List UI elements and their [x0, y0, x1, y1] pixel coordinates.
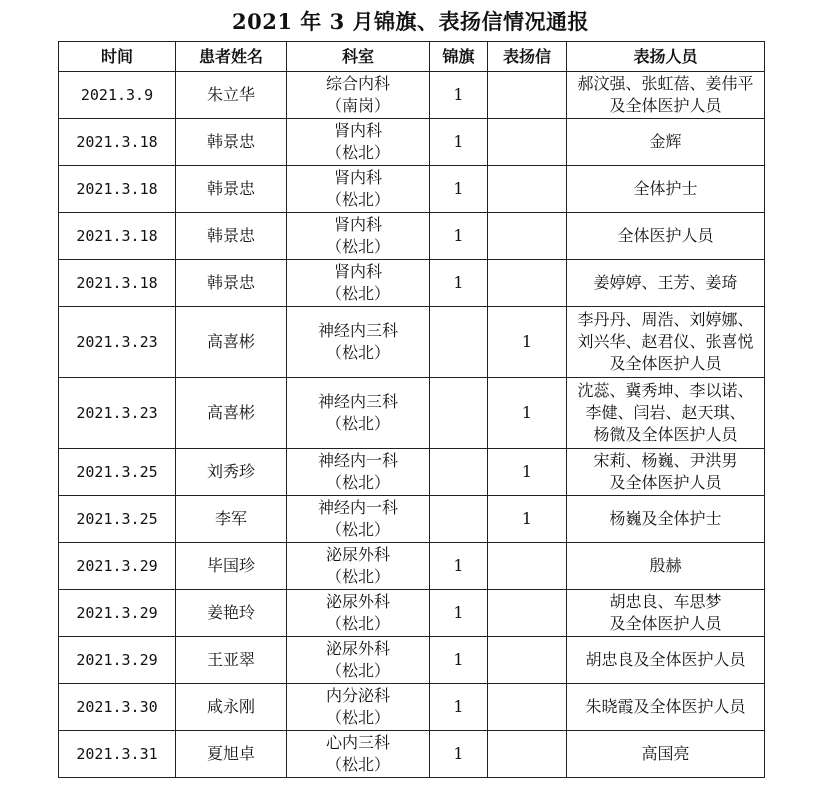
praised-line: 金辉 [649, 132, 682, 151]
dept-line: 内分泌科 [325, 686, 390, 705]
praised-line: 及全体医护人员 [609, 614, 722, 633]
patient-name-cell: 韩景忠 [176, 213, 287, 260]
dept-cell [287, 166, 430, 213]
date-cell: 2021.3.25 [59, 449, 176, 496]
banner-count-cell: 1 [430, 260, 488, 307]
patient-name-cell: 毕国珍 [176, 543, 287, 590]
praised-staff-cell [567, 213, 765, 260]
praised-line: 及全体医护人员 [609, 96, 722, 115]
dept-cell [287, 496, 430, 543]
date-cell: 2021.3.23 [59, 378, 176, 449]
dept-line: 肾内科 [333, 121, 382, 140]
dept-line: （松北） [325, 190, 390, 209]
table-row [59, 449, 765, 496]
dept-cell [287, 213, 430, 260]
header-row [59, 42, 765, 72]
dept-line: （松北） [325, 414, 390, 433]
letter-count-cell: 1 [488, 449, 567, 496]
dept-line: 心内三科 [325, 733, 390, 752]
table-row [59, 307, 765, 378]
table-row [59, 684, 765, 731]
praised-staff-cell [567, 260, 765, 307]
table-row [59, 496, 765, 543]
date-cell: 2021.3.18 [59, 166, 176, 213]
patient-name-cell: 韩景忠 [176, 260, 287, 307]
praised-line: 李丹丹、周浩、刘婷娜、 [577, 310, 754, 329]
dept-cell [287, 307, 430, 378]
table-row [59, 260, 765, 307]
banner-count-cell: 1 [430, 119, 488, 166]
praised-line: 殷赫 [649, 556, 682, 575]
letter-count-cell [488, 119, 567, 166]
dept-line: （松北） [325, 614, 390, 633]
dept-line: 神经内三科 [317, 321, 398, 340]
letter-count-cell [488, 590, 567, 637]
praised-line: 胡忠良、车思梦 [609, 592, 722, 611]
praised-line: 全体护士 [633, 179, 698, 198]
table-row [59, 72, 765, 119]
date-cell: 2021.3.18 [59, 260, 176, 307]
dept-line: （松北） [325, 567, 390, 586]
letter-count-cell [488, 72, 567, 119]
praised-line: 杨巍及全体护士 [609, 509, 722, 528]
letter-count-cell [488, 166, 567, 213]
praised-line: 及全体医护人员 [609, 473, 722, 492]
col-header-date: 时间 [59, 42, 176, 72]
patient-name-cell: 高喜彬 [176, 378, 287, 449]
praised-staff-cell [567, 449, 765, 496]
patient-name-cell: 咸永刚 [176, 684, 287, 731]
praised-staff-cell [567, 496, 765, 543]
dept-line: （松北） [325, 143, 390, 162]
dept-line: （松北） [325, 473, 390, 492]
dept-line: （松北） [325, 661, 390, 680]
dept-line: 神经内一科 [317, 498, 398, 517]
letter-count-cell [488, 213, 567, 260]
banner-count-cell: 1 [430, 543, 488, 590]
banner-count-cell: 1 [430, 637, 488, 684]
table-row [59, 637, 765, 684]
praised-staff-cell [567, 731, 765, 778]
dept-cell [287, 590, 430, 637]
col-header-banner: 锦旗 [430, 42, 488, 72]
praised-line: 全体医护人员 [617, 226, 714, 245]
date-cell: 2021.3.18 [59, 213, 176, 260]
dept-line: （松北） [325, 284, 390, 303]
banner-count-cell: 1 [430, 684, 488, 731]
date-cell: 2021.3.29 [59, 637, 176, 684]
praised-line: 及全体医护人员 [609, 354, 722, 373]
patient-name-cell: 高喜彬 [176, 307, 287, 378]
date-cell: 2021.3.31 [59, 731, 176, 778]
dept-line: 泌尿外科 [325, 639, 390, 658]
dept-cell [287, 637, 430, 684]
banner-count-cell: 1 [430, 213, 488, 260]
dept-cell [287, 72, 430, 119]
praised-staff-cell [567, 307, 765, 378]
patient-name-cell: 王亚翠 [176, 637, 287, 684]
praised-line: 朱晓霞及全体医护人员 [585, 697, 746, 716]
praised-staff-cell [567, 590, 765, 637]
date-cell: 2021.3.18 [59, 119, 176, 166]
dept-line: （松北） [325, 237, 390, 256]
dept-line: 泌尿外科 [325, 545, 390, 564]
banner-count-cell [430, 496, 488, 543]
dept-line: 肾内科 [333, 168, 382, 187]
banner-count-cell: 1 [430, 166, 488, 213]
dept-cell [287, 119, 430, 166]
dept-cell [287, 543, 430, 590]
letter-count-cell: 1 [488, 496, 567, 543]
col-header-letter: 表扬信 [488, 42, 567, 72]
table-row [59, 731, 765, 778]
praised-staff-cell [567, 684, 765, 731]
letter-count-cell [488, 260, 567, 307]
letter-count-cell [488, 637, 567, 684]
praised-line: 高国亮 [641, 744, 690, 763]
letter-count-cell [488, 731, 567, 778]
banner-count-cell: 1 [430, 72, 488, 119]
praised-staff-cell [567, 637, 765, 684]
dept-line: 神经内一科 [317, 451, 398, 470]
praised-line: 李健、闫岩、赵天琪、 [585, 403, 746, 422]
table-row [59, 213, 765, 260]
banner-count-cell [430, 378, 488, 449]
praised-staff-cell [567, 378, 765, 449]
letter-count-cell: 1 [488, 378, 567, 449]
dept-line: 神经内三科 [317, 392, 398, 411]
patient-name-cell: 刘秀珍 [176, 449, 287, 496]
praised-staff-cell [567, 119, 765, 166]
dept-line: 综合内科 [325, 74, 390, 93]
praised-line: 沈蕊、冀秀坤、李以诺、 [577, 381, 754, 400]
date-cell: 2021.3.29 [59, 543, 176, 590]
letter-count-cell: 1 [488, 307, 567, 378]
dept-line: （南岗） [325, 96, 390, 115]
patient-name-cell: 韩景忠 [176, 166, 287, 213]
col-header-dept: 科室 [287, 42, 430, 72]
praised-staff-cell [567, 166, 765, 213]
dept-line: 泌尿外科 [325, 592, 390, 611]
dept-line: 肾内科 [333, 262, 382, 281]
praised-line: 姜婷婷、王芳、姜琦 [593, 273, 738, 292]
banner-count-cell: 1 [430, 590, 488, 637]
date-cell: 2021.3.25 [59, 496, 176, 543]
patient-name-cell: 姜艳玲 [176, 590, 287, 637]
patient-name-cell: 夏旭卓 [176, 731, 287, 778]
dept-line: （松北） [325, 708, 390, 727]
letter-count-cell [488, 684, 567, 731]
table-body [59, 72, 765, 778]
report-table [58, 41, 765, 778]
date-cell: 2021.3.30 [59, 684, 176, 731]
dept-cell [287, 449, 430, 496]
dept-line: （松北） [325, 520, 390, 539]
praised-line: 胡忠良及全体医护人员 [585, 650, 746, 669]
praised-line: 杨微及全体医护人员 [593, 425, 738, 444]
dept-cell [287, 731, 430, 778]
patient-name-cell: 李军 [176, 496, 287, 543]
dept-line: （松北） [325, 755, 390, 774]
col-header-praised: 表扬人员 [567, 42, 765, 72]
patient-name-cell: 朱立华 [176, 72, 287, 119]
table-row [59, 543, 765, 590]
table-row [59, 590, 765, 637]
banner-count-cell [430, 449, 488, 496]
col-header-patient: 患者姓名 [176, 42, 287, 72]
page-title: 2021 年 3 月锦旗、表扬信情况通报 [232, 9, 589, 34]
letter-count-cell [488, 543, 567, 590]
table-row [59, 166, 765, 213]
date-cell: 2021.3.23 [59, 307, 176, 378]
praised-line: 宋莉、杨巍、尹洪男 [593, 451, 738, 470]
dept-cell [287, 378, 430, 449]
praised-staff-cell [567, 72, 765, 119]
praised-staff-cell [567, 543, 765, 590]
praised-line: 郝汶强、张虹蓓、姜伟平 [577, 74, 754, 93]
praised-line: 刘兴华、赵君仪、张喜悦 [577, 332, 754, 351]
date-cell: 2021.3.9 [59, 72, 176, 119]
date-cell: 2021.3.29 [59, 590, 176, 637]
dept-line: （松北） [325, 343, 390, 362]
patient-name-cell: 韩景忠 [176, 119, 287, 166]
dept-cell [287, 260, 430, 307]
dept-line: 肾内科 [333, 215, 382, 234]
table-row [59, 378, 765, 449]
banner-count-cell: 1 [430, 731, 488, 778]
dept-cell [287, 684, 430, 731]
banner-count-cell [430, 307, 488, 378]
table-row [59, 119, 765, 166]
